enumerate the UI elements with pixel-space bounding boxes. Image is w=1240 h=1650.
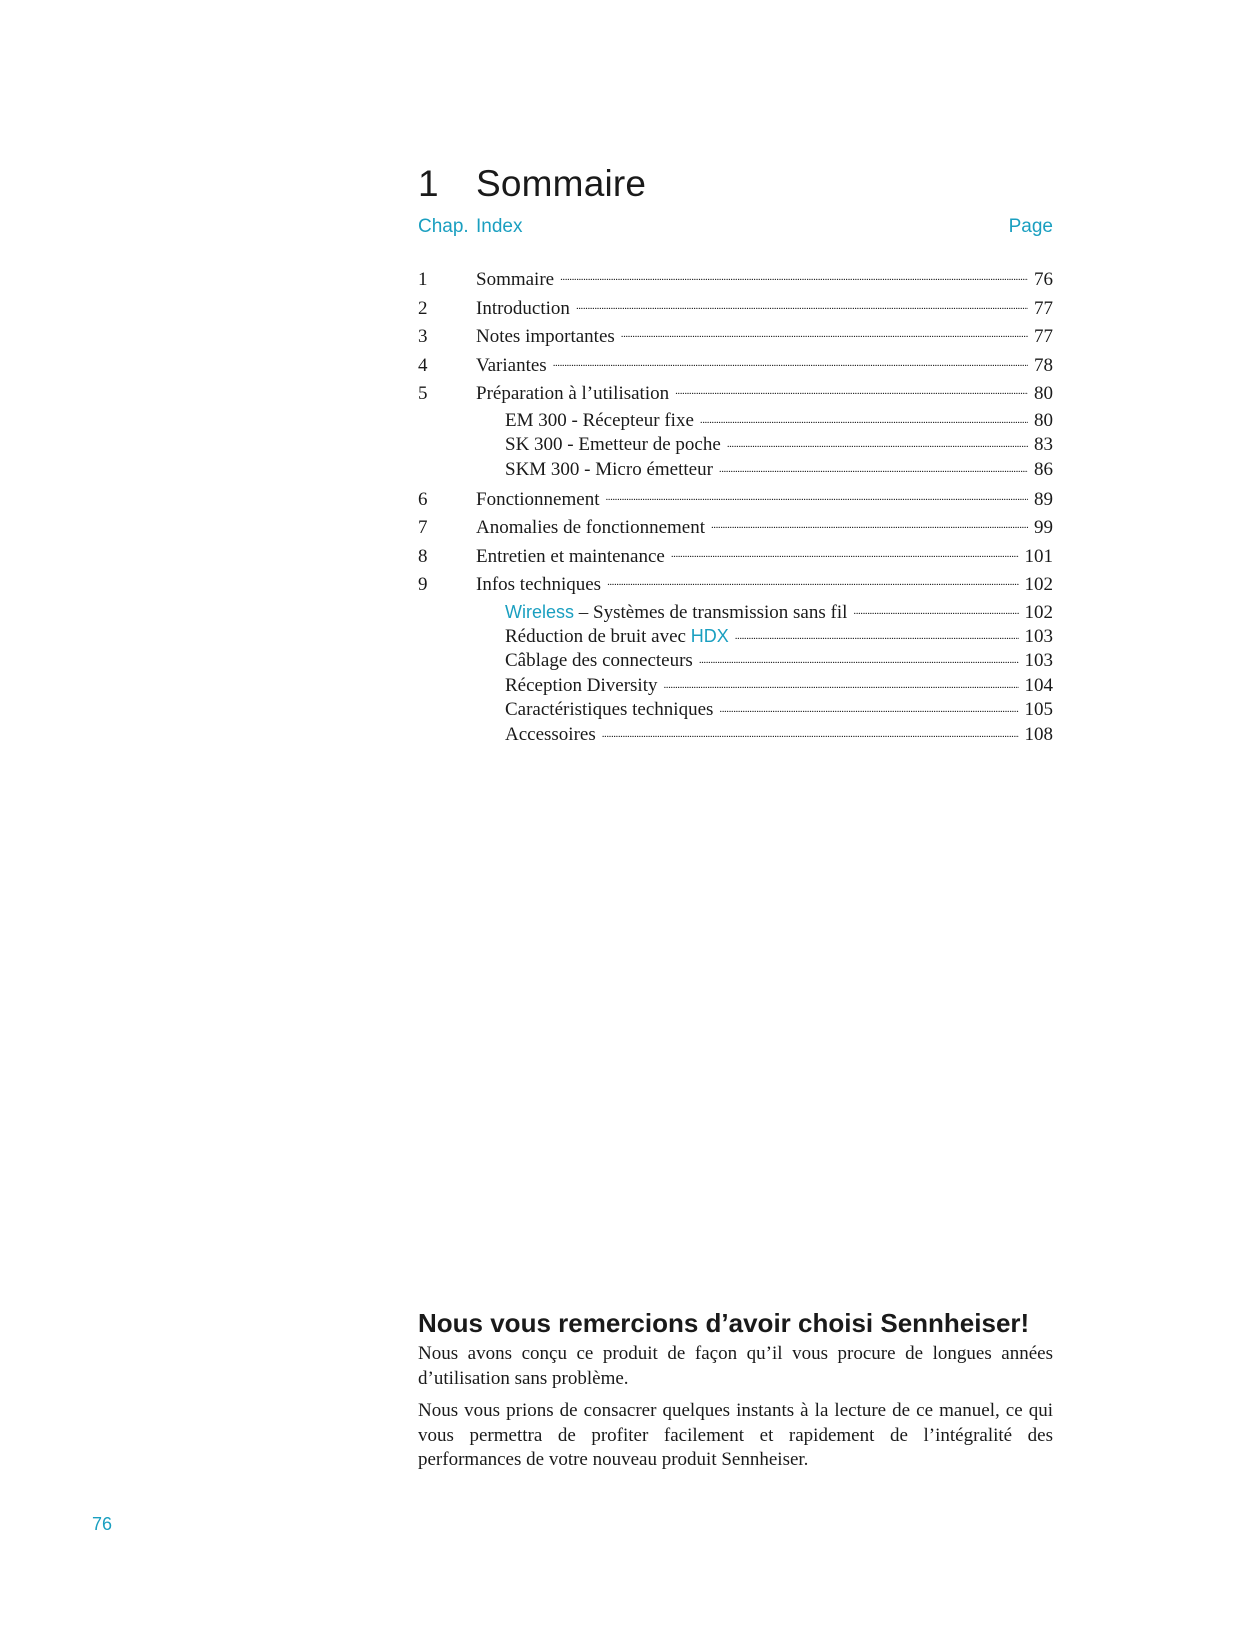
leader-dots bbox=[560, 271, 1028, 290]
toc-label: Sommaire bbox=[476, 269, 555, 290]
leader-dots bbox=[553, 356, 1028, 375]
toc-label: Fonctionnement bbox=[476, 488, 600, 510]
leader-dots bbox=[727, 436, 1028, 455]
toc-header-chap: Chap. bbox=[418, 216, 469, 237]
toc-page: 104 bbox=[1024, 674, 1053, 696]
toc-label: SKM 300 - Micro émetteur bbox=[505, 458, 713, 480]
toc-subentry-skm300[interactable] bbox=[418, 458, 1053, 483]
toc-subentry-hdx[interactable] bbox=[418, 624, 1053, 649]
toc-page: 103 bbox=[1024, 626, 1053, 648]
toc-page: 77 bbox=[1034, 297, 1053, 319]
toc-page: 83 bbox=[1034, 434, 1053, 456]
toc-chapter: 7 bbox=[418, 517, 428, 539]
toc-subentry-diversity[interactable] bbox=[418, 674, 1053, 699]
toc-header-page: Page bbox=[1008, 216, 1053, 237]
leader-dots bbox=[700, 411, 1028, 430]
leader-dots bbox=[853, 603, 1018, 622]
toc-entry-variantes[interactable] bbox=[418, 352, 1053, 381]
toc-subentry-caracteristiques[interactable] bbox=[418, 698, 1053, 723]
toc-label: Variantes bbox=[476, 354, 547, 376]
chapter-title: Sommaire bbox=[476, 162, 647, 204]
toc-chapter: 5 bbox=[418, 383, 428, 404]
leader-dots bbox=[605, 490, 1028, 509]
leader-dots bbox=[664, 676, 1019, 695]
hdx-brand-label: HDX bbox=[690, 626, 729, 647]
page-number: 76 bbox=[92, 1514, 113, 1534]
chapter-number: 1 bbox=[418, 162, 439, 204]
wireless-brand-label: Wireless bbox=[505, 601, 575, 622]
toc-label: Entretien et maintenance bbox=[476, 545, 665, 567]
toc-subentry-accessoires[interactable] bbox=[418, 723, 1053, 748]
toc-label: Réduction de bruit avec bbox=[505, 626, 691, 648]
toc-label: Introduction bbox=[476, 297, 570, 319]
leader-dots bbox=[675, 385, 1028, 404]
toc-chapter: 4 bbox=[418, 354, 428, 376]
toc-subentry-em300[interactable] bbox=[418, 409, 1053, 434]
leader-dots bbox=[621, 328, 1028, 347]
leader-dots bbox=[671, 547, 1019, 566]
toc-chapter: 2 bbox=[418, 297, 428, 319]
toc-page: 99 bbox=[1034, 517, 1053, 539]
toc-label: SK 300 - Emetteur de poche bbox=[505, 434, 721, 456]
table-of-contents bbox=[418, 266, 1053, 748]
toc-entry-entretien[interactable] bbox=[418, 543, 1053, 572]
toc-subentry-cablage[interactable] bbox=[418, 649, 1053, 674]
leader-dots bbox=[711, 519, 1028, 538]
leader-dots bbox=[576, 299, 1028, 318]
toc-page: 101 bbox=[1024, 545, 1053, 567]
toc-chapter: 1 bbox=[418, 269, 428, 290]
toc-label: Préparation à l’utilisation bbox=[476, 383, 670, 404]
toc-entry-introduction[interactable] bbox=[418, 295, 1053, 324]
thanks-body bbox=[418, 1342, 1053, 1481]
leader-dots bbox=[735, 628, 1019, 647]
toc-page: 86 bbox=[1034, 458, 1053, 480]
toc-chapter: 9 bbox=[418, 574, 428, 596]
toc-page: 80 bbox=[1034, 383, 1053, 404]
toc-page: 102 bbox=[1024, 601, 1053, 623]
leader-dots bbox=[602, 726, 1019, 745]
toc-entry-infos-techniques[interactable] bbox=[418, 571, 1053, 600]
thanks-heading: Nous vous remercions d’avoir choisi Sennheiser! bbox=[418, 1307, 1030, 1338]
toc-page: 103 bbox=[1024, 649, 1053, 671]
toc-entry-preparation[interactable] bbox=[418, 380, 1053, 409]
toc-chapter: 6 bbox=[418, 488, 428, 510]
leader-dots bbox=[719, 701, 1018, 720]
toc-chapter: 8 bbox=[418, 545, 428, 567]
toc-page: 102 bbox=[1024, 574, 1053, 596]
toc-page: 108 bbox=[1024, 724, 1053, 745]
page-title bbox=[418, 163, 646, 205]
leader-dots bbox=[699, 652, 1019, 671]
toc-header-index: Index bbox=[476, 216, 523, 237]
toc-page: 89 bbox=[1034, 488, 1053, 510]
toc-subentry-sk300[interactable] bbox=[418, 433, 1053, 458]
toc-label: Accessoires bbox=[505, 724, 596, 745]
toc-subentry-wireless[interactable] bbox=[418, 600, 1053, 625]
toc-page: 80 bbox=[1034, 409, 1053, 431]
toc-label: Caractéristiques techniques bbox=[505, 699, 714, 721]
toc-page: 78 bbox=[1034, 354, 1053, 376]
toc-page: 105 bbox=[1024, 699, 1053, 721]
thanks-paragraph-2: Nous vous prions de consacrer quelques instants à la lecture de ce manuel, ce qui vous permettra de profiter facilement et rapidement de l’intégralité des performances de votre nouveau produit Sennheiser. bbox=[418, 1400, 1053, 1470]
toc-page: 77 bbox=[1034, 326, 1053, 347]
toc-entry-notes-importantes[interactable] bbox=[418, 323, 1053, 352]
toc-entry-fonctionnement[interactable] bbox=[418, 486, 1053, 515]
toc-label: Anomalies de fonctionnement bbox=[476, 517, 705, 539]
toc-page: 76 bbox=[1034, 269, 1053, 290]
toc-label: Infos techniques bbox=[476, 574, 602, 596]
toc-chapter: 3 bbox=[418, 326, 428, 347]
toc-label: EM 300 - Récepteur fixe bbox=[505, 409, 694, 431]
toc-entry-sommaire[interactable] bbox=[418, 266, 1053, 295]
leader-dots bbox=[607, 576, 1018, 595]
toc-entry-anomalies[interactable] bbox=[418, 514, 1053, 543]
toc-label: Notes importantes bbox=[476, 326, 615, 347]
thanks-paragraph-1: Nous avons conçu ce produit de façon qu’il vous procure de longues années d’utilisation sans problème. bbox=[418, 1343, 1053, 1389]
toc-label: – Systèmes de transmission sans fil bbox=[574, 601, 848, 623]
toc-label: Réception Diversity bbox=[505, 674, 658, 696]
toc-label: Câblage des connecteurs bbox=[505, 649, 693, 671]
leader-dots bbox=[719, 461, 1028, 480]
